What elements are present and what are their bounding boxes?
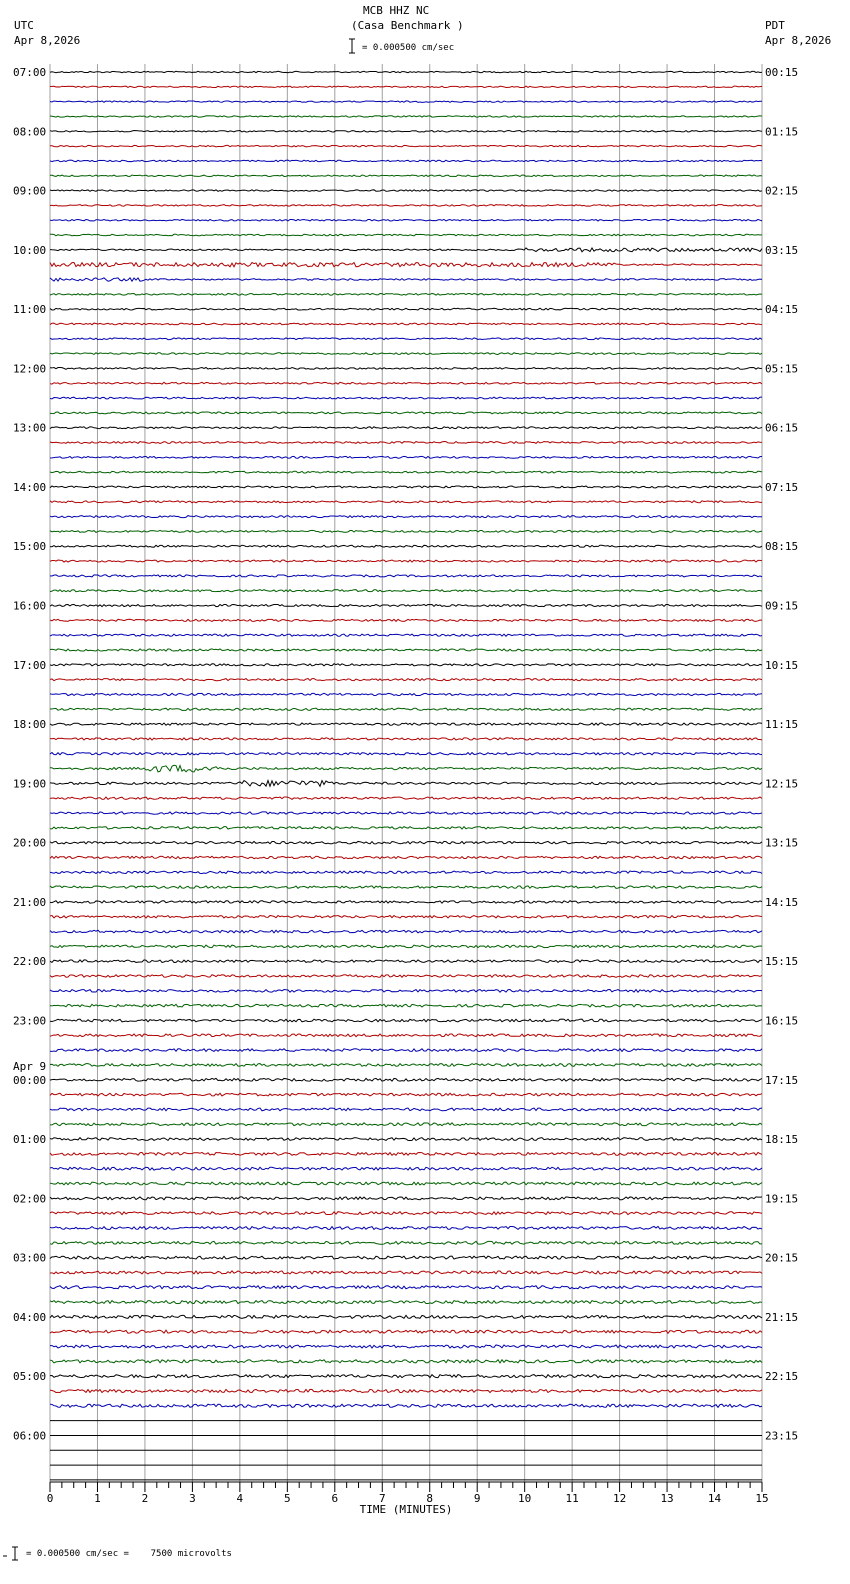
- trace-line: [50, 308, 762, 310]
- trace-line: [50, 1182, 762, 1185]
- utc-hour-label: 00:00: [13, 1073, 47, 1087]
- x-tick-label: 10: [518, 1492, 532, 1505]
- trace-line: [50, 738, 762, 740]
- utc-hour-label: 11:00: [13, 303, 47, 317]
- utc-hour-label: 21:00: [13, 895, 47, 909]
- pdt-hour-label: 14:15: [765, 895, 799, 909]
- trace-line: [50, 1360, 762, 1363]
- trace-line: [50, 1226, 762, 1229]
- trace-line: [50, 1138, 762, 1141]
- x-tick-label: 3: [189, 1492, 196, 1505]
- trace-line: [50, 175, 762, 177]
- trace-line: [50, 131, 762, 132]
- trace-line: [50, 1167, 762, 1170]
- trace-line: [50, 841, 762, 843]
- trace-line: [50, 871, 762, 873]
- trace-line: [50, 604, 762, 606]
- trace-line: [50, 619, 762, 621]
- trace-line: [50, 219, 762, 221]
- scale-footnote: = 0.000500 cm/sec = 7500 microvolts: [26, 1549, 232, 1559]
- x-tick-label: 9: [473, 1492, 481, 1505]
- trace-line: [50, 456, 762, 458]
- x-tick-label: 14: [707, 1492, 722, 1505]
- trace-line: [50, 1049, 762, 1052]
- utc-hour-label: 08:00: [13, 125, 47, 139]
- utc-hour-label: 17:00: [13, 658, 47, 672]
- date-change-label: Apr 9: [13, 1059, 47, 1073]
- x-tick-label: 12: [612, 1492, 627, 1505]
- utc-hour-label: 22:00: [13, 955, 47, 969]
- trace-line: [50, 990, 762, 993]
- pdt-hour-label: 04:15: [765, 303, 799, 317]
- trace-line: [50, 1019, 762, 1022]
- trace-line: [50, 1389, 762, 1392]
- trace-line: [50, 901, 762, 904]
- trace-line: [50, 575, 762, 577]
- trace-line: [50, 86, 762, 87]
- trace-line: [50, 1256, 762, 1259]
- utc-hour-label: 19:00: [13, 777, 47, 791]
- trace-line: [50, 915, 762, 918]
- utc-hour-label: 14:00: [13, 480, 47, 494]
- trace-line: [50, 427, 762, 429]
- trace-line: [50, 590, 762, 592]
- trace-line: [50, 545, 762, 547]
- utc-hour-label: 03:00: [13, 1251, 47, 1265]
- utc-hour-label: 13:00: [13, 421, 47, 435]
- trace-line: [50, 930, 762, 933]
- x-tick-label: 2: [141, 1492, 149, 1505]
- pdt-hour-label: 12:15: [765, 777, 799, 791]
- left-timezone: UTC: [14, 19, 34, 32]
- trace-line: [50, 1078, 762, 1081]
- trace-line: [50, 634, 762, 636]
- pdt-hour-label: 02:15: [765, 184, 799, 198]
- footnote-scale-icon: [3, 1547, 18, 1560]
- trace-line: [50, 1212, 762, 1215]
- trace-line: [50, 960, 762, 963]
- trace-line: [50, 765, 762, 772]
- utc-hour-label: 01:00: [13, 1133, 47, 1147]
- utc-hour-label: 09:00: [13, 184, 47, 198]
- trace-line: [50, 1064, 762, 1067]
- trace-line: [50, 190, 762, 192]
- utc-hour-label: 16:00: [13, 599, 47, 613]
- scale-bar-icon: [349, 39, 355, 53]
- trace-line: [50, 1123, 762, 1126]
- trace-line: [50, 1271, 762, 1274]
- trace-line: [50, 471, 762, 473]
- utc-hour-label: 02:00: [13, 1192, 47, 1206]
- pdt-hour-label: 23:15: [765, 1429, 799, 1443]
- trace-line: [50, 856, 762, 858]
- utc-hour-label: 12:00: [13, 362, 47, 376]
- trace-line: [50, 693, 762, 695]
- trace-line: [50, 293, 762, 295]
- pdt-hour-label: 19:15: [765, 1192, 799, 1206]
- x-tick-label: 8: [426, 1492, 434, 1505]
- trace-line: [50, 1034, 762, 1037]
- site-title: (Casa Benchmark ): [351, 19, 464, 32]
- utc-hour-label: 10:00: [13, 243, 47, 257]
- trace-line: [50, 1004, 762, 1007]
- trace-line: [50, 753, 762, 755]
- trace-line: [50, 1375, 762, 1378]
- trace-line: [50, 1345, 762, 1348]
- left-date: Apr 8,2026: [14, 34, 81, 47]
- utc-hour-label: 23:00: [13, 1014, 47, 1028]
- pdt-hour-label: 10:15: [765, 658, 799, 672]
- trace-line: [50, 1241, 762, 1244]
- trace-line: [50, 781, 762, 787]
- trace-line: [50, 1330, 762, 1333]
- pdt-hour-label: 18:15: [765, 1133, 799, 1147]
- trace-line: [50, 797, 762, 799]
- utc-hour-label: 20:00: [13, 836, 47, 850]
- trace-line: [50, 116, 762, 117]
- trace-line: [50, 812, 762, 814]
- utc-hour-label: 05:00: [13, 1370, 47, 1384]
- utc-hour-label: 18:00: [13, 718, 47, 732]
- pdt-hour-label: 22:15: [765, 1370, 799, 1384]
- trace-line: [50, 278, 762, 281]
- trace-line: [50, 1197, 762, 1200]
- trace-line: [50, 205, 762, 207]
- trace-line: [50, 101, 762, 102]
- right-date: Apr 8,2026: [765, 34, 832, 47]
- pdt-hour-label: 05:15: [765, 362, 799, 376]
- trace-line: [50, 723, 762, 725]
- trace-line: [50, 338, 762, 340]
- trace-line: [50, 679, 762, 681]
- trace-line: [50, 397, 762, 399]
- x-tick-label: 11: [565, 1492, 579, 1505]
- pdt-hour-label: 16:15: [765, 1014, 799, 1028]
- pdt-hour-label: 03:15: [765, 243, 799, 257]
- trace-line: [50, 248, 762, 252]
- trace-line: [50, 1108, 762, 1111]
- trace-line: [50, 145, 762, 147]
- utc-hour-label: 07:00: [13, 66, 47, 79]
- utc-hour-label: 15:00: [13, 540, 47, 554]
- utc-hour-label: 06:00: [13, 1429, 47, 1443]
- x-tick-label: 5: [284, 1492, 291, 1505]
- trace-line: [50, 975, 762, 978]
- trace-line: [50, 353, 762, 355]
- trace-line: [50, 1301, 762, 1304]
- pdt-hour-label: 17:15: [765, 1073, 799, 1087]
- trace-line: [50, 412, 762, 414]
- trace-line: [50, 530, 762, 532]
- trace-line: [50, 649, 762, 651]
- pdt-hour-label: 08:15: [765, 540, 799, 554]
- trace-line: [50, 442, 762, 444]
- trace-line: [50, 71, 762, 72]
- pdt-hour-label: 07:15: [765, 480, 799, 494]
- trace-line: [50, 1404, 762, 1407]
- trace-line: [50, 1286, 762, 1289]
- x-tick-label: 13: [660, 1492, 674, 1505]
- x-tick-label: 15: [755, 1492, 769, 1505]
- right-timezone: PDT: [765, 19, 785, 32]
- pdt-hour-label: 11:15: [765, 718, 799, 732]
- pdt-hour-label: 09:15: [765, 599, 799, 613]
- pdt-hour-label: 15:15: [765, 955, 799, 969]
- pdt-hour-label: 13:15: [765, 836, 799, 850]
- trace-line: [50, 501, 762, 503]
- trace-line: [50, 516, 762, 518]
- x-axis-title: TIME (MINUTES): [359, 1503, 453, 1516]
- trace-line: [50, 1152, 762, 1155]
- trace-line: [50, 708, 762, 710]
- trace-line: [50, 886, 762, 888]
- x-tick-label: 4: [236, 1492, 244, 1505]
- trace-line: [50, 827, 762, 829]
- pdt-hour-label: 20:15: [765, 1251, 799, 1265]
- x-tick-label: 6: [331, 1492, 339, 1505]
- pdt-hour-label: 21:15: [765, 1310, 799, 1324]
- utc-hour-label: 04:00: [13, 1310, 47, 1324]
- trace-line: [50, 382, 762, 384]
- trace-line: [50, 234, 762, 236]
- x-tick-label: 0: [46, 1492, 54, 1505]
- trace-line: [50, 368, 762, 370]
- station-title: MCB HHZ NC: [363, 4, 430, 17]
- trace-line: [50, 1315, 762, 1318]
- pdt-hour-label: 06:15: [765, 421, 799, 435]
- scale-label: = 0.000500 cm/sec: [362, 43, 455, 53]
- trace-line: [50, 160, 762, 162]
- trace-line: [50, 560, 762, 562]
- trace-line: [50, 664, 762, 666]
- trace-line: [50, 1093, 762, 1096]
- trace-line: [50, 486, 762, 488]
- pdt-hour-label: 00:15: [765, 66, 799, 79]
- trace-line: [50, 263, 762, 267]
- pdt-hour-label: 01:15: [765, 125, 799, 139]
- x-tick-label: 1: [94, 1492, 101, 1505]
- trace-line: [50, 323, 762, 325]
- x-tick-label: 7: [378, 1492, 386, 1505]
- trace-line: [50, 945, 762, 948]
